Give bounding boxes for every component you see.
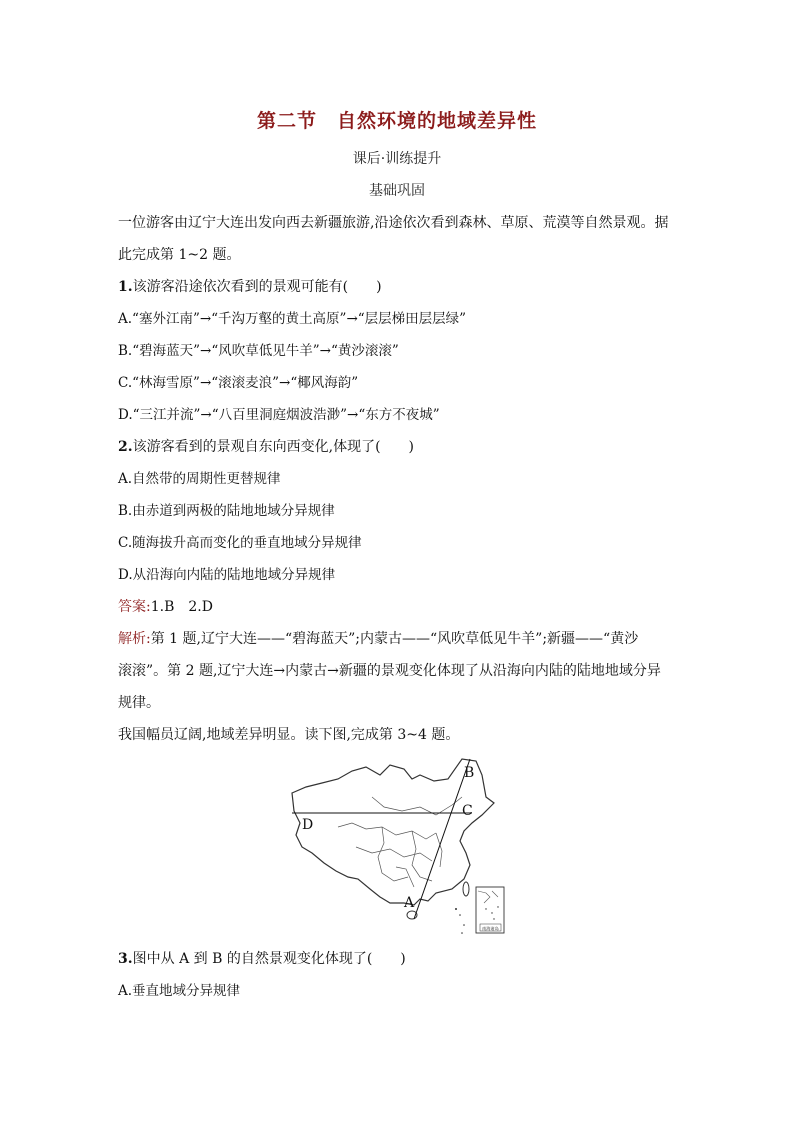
map-label-c: C	[462, 803, 473, 819]
question-1-option-a: A.“塞外江南”→“千沟万壑的黄土高原”→“层层梯田层层绿”	[118, 311, 467, 327]
answer-label: 答案:	[118, 599, 151, 615]
question-2-stem	[118, 431, 683, 463]
question-2-option-c: C.随海拔升高而变化的垂直地域分异规律	[118, 535, 362, 551]
question-3-number: 3.	[118, 951, 133, 967]
analysis-label: 解析:	[118, 631, 151, 647]
question-3-stem	[118, 943, 683, 975]
analysis-line-1	[118, 623, 683, 655]
map-label-a: A	[404, 895, 415, 911]
province-boundaries	[338, 797, 462, 887]
intro-2-paragraph: 我国幅员辽阔,地域差异明显。读下图,完成第 3~4 题。	[118, 727, 460, 743]
question-3-text: 图中从 A 到 B 的自然景观变化体现了( )	[132, 951, 406, 967]
china-map	[286, 757, 521, 937]
island-dots	[455, 908, 465, 934]
question-2-text: 该游客看到的景观自东向西变化,体现了( )	[132, 439, 414, 455]
question-2-option-b: B.由赤道到两极的陆地地域分异规律	[118, 503, 335, 519]
answer-text: 1.B 2.D	[150, 599, 213, 615]
question-1-text: 该游客沿途依次看到的景观可能有( )	[132, 279, 382, 295]
question-1-option-d: D.“三江并流”→“八百里洞庭烟波浩渺”→“东方不夜城”	[118, 407, 440, 423]
question-1-stem	[118, 271, 683, 303]
intro-paragraph-line-2: 此完成第 1~2 题。	[118, 247, 241, 263]
question-2-option-d: D.从沿海向内陆的陆地地域分异规律	[118, 567, 336, 583]
question-3-option-a: A.垂直地域分异规律	[118, 983, 241, 999]
taiwan-island	[463, 882, 469, 896]
analysis-text-1: 第 1 题,辽宁大连——“碧海蓝天”;内蒙古——“风吹草低见牛羊”;新疆——“黄沙	[150, 631, 639, 647]
question-1-option-b: B.“碧海蓝天”→“风吹草低见牛羊”→“黄沙滚滚”	[118, 343, 399, 359]
question-2-option-a: A.自然带的周期性更替规律	[118, 471, 281, 487]
question-1-option-c: C.“林海雪原”→“滚滚麦浪”→“椰风海韵”	[118, 375, 359, 391]
page-title: 第二节 自然环境的地域差异性	[256, 110, 537, 132]
line-a-b	[414, 759, 470, 919]
analysis-line-2: 滚滚”。第 2 题,辽宁大连→内蒙古→新疆的景观变化体现了从沿海向内陆的陆地地域分异	[118, 663, 661, 679]
document-body	[118, 207, 683, 1007]
question-1-number: 1.	[118, 279, 133, 295]
answer-line	[118, 591, 683, 623]
question-2-number: 2.	[118, 439, 133, 455]
section-heading: 基础巩固	[369, 183, 425, 199]
page-subtitle: 课后·训练提升	[352, 151, 442, 167]
inset-caption: 南海诸岛	[482, 926, 499, 931]
map-label-d: D	[302, 817, 314, 833]
china-map-figure	[118, 751, 683, 943]
intro-paragraph-line-1: 一位游客由辽宁大连出发向西去新疆旅游,沿途依次看到森林、草原、荒漠等自然景观。据	[118, 215, 669, 231]
analysis-line-3: 规律。	[118, 695, 160, 711]
map-label-b: B	[464, 765, 475, 781]
